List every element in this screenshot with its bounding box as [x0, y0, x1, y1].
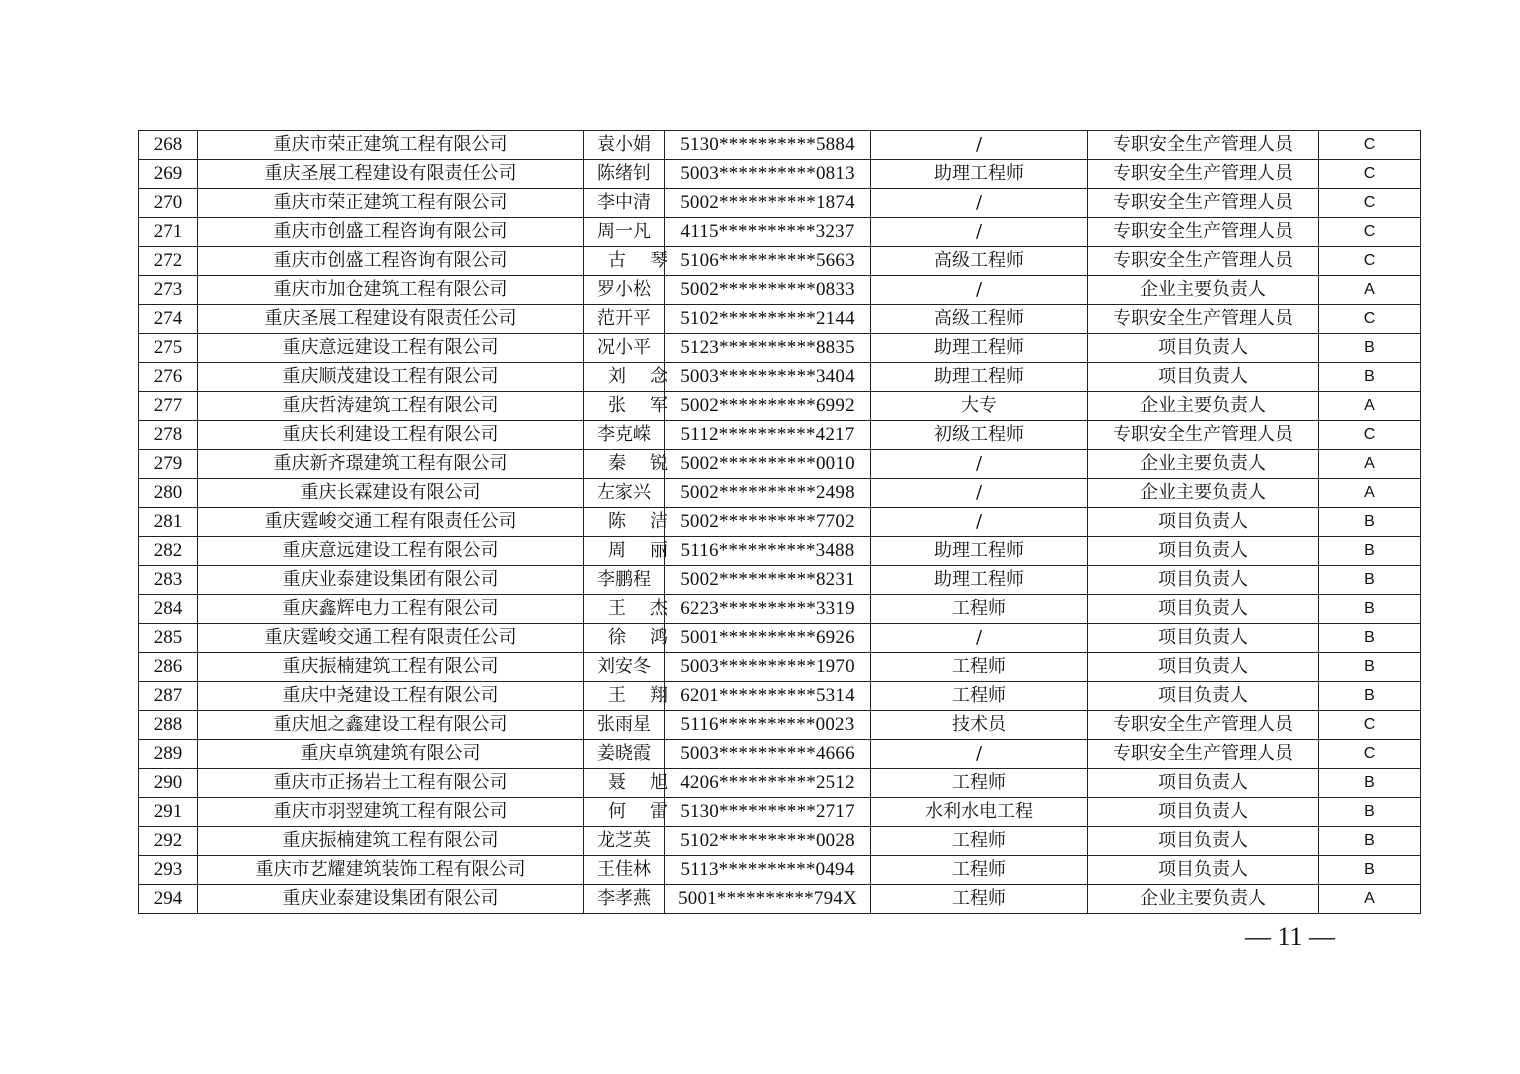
- id-number-cell: 5130**********5884: [665, 131, 871, 160]
- company-cell: 重庆圣展工程建设有限责任公司: [198, 305, 584, 334]
- professional-title-cell: /: [871, 624, 1088, 653]
- company-cell: 重庆业泰建设集团有限公司: [198, 566, 584, 595]
- role-cell: 项目负责人: [1088, 624, 1319, 653]
- grade-cell: C: [1319, 160, 1421, 189]
- professional-title-cell: /: [871, 218, 1088, 247]
- person-name-cell: 左家兴: [584, 479, 665, 508]
- role-cell: 企业主要负责人: [1088, 479, 1319, 508]
- role-cell: 项目负责人: [1088, 798, 1319, 827]
- table-body: [139, 131, 1421, 914]
- company-cell: 重庆市加仓建筑工程有限公司: [198, 276, 584, 305]
- person-name-cell: 陈绪钊: [584, 160, 665, 189]
- id-number-cell: 5102**********0028: [665, 827, 871, 856]
- professional-title-cell: /: [871, 479, 1088, 508]
- table-row: [139, 827, 1421, 856]
- role-cell: 专职安全生产管理人员: [1088, 247, 1319, 276]
- company-cell: 重庆霆峻交通工程有限责任公司: [198, 508, 584, 537]
- role-cell: 专职安全生产管理人员: [1088, 740, 1319, 769]
- professional-title-cell: 助理工程师: [871, 566, 1088, 595]
- id-number-cell: 5002**********2498: [665, 479, 871, 508]
- company-cell: 重庆旭之鑫建设工程有限公司: [198, 711, 584, 740]
- role-cell: 项目负责人: [1088, 653, 1319, 682]
- row-number-cell: 277: [139, 392, 198, 421]
- id-number-cell: 5003**********3404: [665, 363, 871, 392]
- company-cell: 重庆霆峻交通工程有限责任公司: [198, 624, 584, 653]
- grade-cell: B: [1319, 363, 1421, 392]
- company-cell: 重庆意远建设工程有限公司: [198, 537, 584, 566]
- grade-cell: B: [1319, 595, 1421, 624]
- grade-cell: B: [1319, 769, 1421, 798]
- id-number-cell: 5003**********0813: [665, 160, 871, 189]
- table-row: [139, 247, 1421, 276]
- person-name-cell: 秦锐: [584, 450, 665, 479]
- row-number-cell: 269: [139, 160, 198, 189]
- row-number-cell: 268: [139, 131, 198, 160]
- professional-title-cell: 工程师: [871, 769, 1088, 798]
- row-number-cell: 279: [139, 450, 198, 479]
- grade-cell: B: [1319, 537, 1421, 566]
- row-number-cell: 292: [139, 827, 198, 856]
- role-cell: 项目负责人: [1088, 508, 1319, 537]
- professional-title-cell: 助理工程师: [871, 363, 1088, 392]
- company-cell: 重庆鑫辉电力工程有限公司: [198, 595, 584, 624]
- professional-title-cell: 助理工程师: [871, 334, 1088, 363]
- row-number-cell: 287: [139, 682, 198, 711]
- role-cell: 项目负责人: [1088, 827, 1319, 856]
- row-number-cell: 286: [139, 653, 198, 682]
- row-number-cell: 288: [139, 711, 198, 740]
- table-row: [139, 885, 1421, 914]
- personnel-table: [138, 130, 1421, 914]
- table-row: [139, 537, 1421, 566]
- professional-title-cell: 大专: [871, 392, 1088, 421]
- professional-title-cell: 工程师: [871, 595, 1088, 624]
- person-name-cell: 刘安冬: [584, 653, 665, 682]
- professional-title-cell: 工程师: [871, 856, 1088, 885]
- company-cell: 重庆长霖建设有限公司: [198, 479, 584, 508]
- page-number: — 11 —: [1244, 922, 1336, 951]
- grade-cell: A: [1319, 479, 1421, 508]
- person-name-cell: 范开平: [584, 305, 665, 334]
- id-number-cell: 5002**********0010: [665, 450, 871, 479]
- grade-cell: B: [1319, 682, 1421, 711]
- id-number-cell: 5112**********4217: [665, 421, 871, 450]
- professional-title-cell: /: [871, 189, 1088, 218]
- person-name-cell: 聂旭: [584, 769, 665, 798]
- company-cell: 重庆市荣正建筑工程有限公司: [198, 131, 584, 160]
- person-name-cell: 何雷: [584, 798, 665, 827]
- id-number-cell: 5002**********8231: [665, 566, 871, 595]
- company-cell: 重庆市正扬岩土工程有限公司: [198, 769, 584, 798]
- company-cell: 重庆市羽翌建筑工程有限公司: [198, 798, 584, 827]
- id-number-cell: 5003**********1970: [665, 653, 871, 682]
- professional-title-cell: 工程师: [871, 653, 1088, 682]
- grade-cell: C: [1319, 711, 1421, 740]
- grade-cell: A: [1319, 276, 1421, 305]
- professional-title-cell: /: [871, 450, 1088, 479]
- table-row: [139, 711, 1421, 740]
- role-cell: 企业主要负责人: [1088, 392, 1319, 421]
- row-number-cell: 290: [139, 769, 198, 798]
- professional-title-cell: 助理工程师: [871, 160, 1088, 189]
- person-name-cell: 况小平: [584, 334, 665, 363]
- company-cell: 重庆意远建设工程有限公司: [198, 334, 584, 363]
- id-number-cell: 5116**********3488: [665, 537, 871, 566]
- grade-cell: B: [1319, 798, 1421, 827]
- person-name-cell: 李鹏程: [584, 566, 665, 595]
- person-name-cell: 罗小松: [584, 276, 665, 305]
- grade-cell: B: [1319, 334, 1421, 363]
- role-cell: 专职安全生产管理人员: [1088, 189, 1319, 218]
- role-cell: 项目负责人: [1088, 537, 1319, 566]
- role-cell: 专职安全生产管理人员: [1088, 218, 1319, 247]
- grade-cell: C: [1319, 247, 1421, 276]
- id-number-cell: 5113**********0494: [665, 856, 871, 885]
- table-row: [139, 682, 1421, 711]
- person-name-cell: 王杰: [584, 595, 665, 624]
- id-number-cell: 5001**********794X: [665, 885, 871, 914]
- row-number-cell: 276: [139, 363, 198, 392]
- person-name-cell: 袁小娟: [584, 131, 665, 160]
- company-cell: 重庆振楠建筑工程有限公司: [198, 653, 584, 682]
- grade-cell: B: [1319, 856, 1421, 885]
- person-name-cell: 李克嵘: [584, 421, 665, 450]
- role-cell: 项目负责人: [1088, 363, 1319, 392]
- id-number-cell: 5106**********5663: [665, 247, 871, 276]
- row-number-cell: 285: [139, 624, 198, 653]
- role-cell: 项目负责人: [1088, 769, 1319, 798]
- id-number-cell: 5001**********6926: [665, 624, 871, 653]
- company-cell: 重庆哲涛建筑工程有限公司: [198, 392, 584, 421]
- company-cell: 重庆长利建设工程有限公司: [198, 421, 584, 450]
- id-number-cell: 5002**********0833: [665, 276, 871, 305]
- row-number-cell: 273: [139, 276, 198, 305]
- table-row: [139, 334, 1421, 363]
- role-cell: 企业主要负责人: [1088, 276, 1319, 305]
- grade-cell: A: [1319, 885, 1421, 914]
- role-cell: 专职安全生产管理人员: [1088, 421, 1319, 450]
- company-cell: 重庆市荣正建筑工程有限公司: [198, 189, 584, 218]
- role-cell: 企业主要负责人: [1088, 450, 1319, 479]
- table-row: [139, 392, 1421, 421]
- grade-cell: B: [1319, 566, 1421, 595]
- role-cell: 项目负责人: [1088, 334, 1319, 363]
- company-cell: 重庆卓筑建筑有限公司: [198, 740, 584, 769]
- row-number-cell: 274: [139, 305, 198, 334]
- company-cell: 重庆市创盛工程咨询有限公司: [198, 218, 584, 247]
- grade-cell: C: [1319, 740, 1421, 769]
- professional-title-cell: 工程师: [871, 827, 1088, 856]
- grade-cell: C: [1319, 189, 1421, 218]
- person-name-cell: 张军: [584, 392, 665, 421]
- company-cell: 重庆振楠建筑工程有限公司: [198, 827, 584, 856]
- professional-title-cell: /: [871, 740, 1088, 769]
- table-row: [139, 421, 1421, 450]
- person-name-cell: 徐鸿: [584, 624, 665, 653]
- id-number-cell: 6223**********3319: [665, 595, 871, 624]
- professional-title-cell: 高级工程师: [871, 247, 1088, 276]
- role-cell: 项目负责人: [1088, 856, 1319, 885]
- grade-cell: C: [1319, 218, 1421, 247]
- professional-title-cell: 水利水电工程: [871, 798, 1088, 827]
- id-number-cell: 5002**********7702: [665, 508, 871, 537]
- role-cell: 项目负责人: [1088, 595, 1319, 624]
- person-name-cell: 姜晓霞: [584, 740, 665, 769]
- professional-title-cell: 助理工程师: [871, 537, 1088, 566]
- company-cell: 重庆市创盛工程咨询有限公司: [198, 247, 584, 276]
- table-row: [139, 450, 1421, 479]
- professional-title-cell: /: [871, 508, 1088, 537]
- professional-title-cell: 高级工程师: [871, 305, 1088, 334]
- company-cell: 重庆圣展工程建设有限责任公司: [198, 160, 584, 189]
- company-cell: 重庆业泰建设集团有限公司: [198, 885, 584, 914]
- id-number-cell: 5130**********2717: [665, 798, 871, 827]
- company-cell: 重庆顺茂建设工程有限公司: [198, 363, 584, 392]
- row-number-cell: 294: [139, 885, 198, 914]
- id-number-cell: 4206**********2512: [665, 769, 871, 798]
- table-row: [139, 276, 1421, 305]
- person-name-cell: 龙芝英: [584, 827, 665, 856]
- professional-title-cell: 技术员: [871, 711, 1088, 740]
- table-row: [139, 305, 1421, 334]
- role-cell: 专职安全生产管理人员: [1088, 160, 1319, 189]
- person-name-cell: 刘念: [584, 363, 665, 392]
- id-number-cell: 4115**********3237: [665, 218, 871, 247]
- row-number-cell: 283: [139, 566, 198, 595]
- row-number-cell: 293: [139, 856, 198, 885]
- row-number-cell: 270: [139, 189, 198, 218]
- row-number-cell: 275: [139, 334, 198, 363]
- table-row: [139, 740, 1421, 769]
- id-number-cell: 6201**********5314: [665, 682, 871, 711]
- table-row: [139, 624, 1421, 653]
- grade-cell: A: [1319, 450, 1421, 479]
- id-number-cell: 5123**********8835: [665, 334, 871, 363]
- professional-title-cell: /: [871, 276, 1088, 305]
- table-row: [139, 653, 1421, 682]
- company-cell: 重庆中尧建设工程有限公司: [198, 682, 584, 711]
- table-row: [139, 160, 1421, 189]
- row-number-cell: 284: [139, 595, 198, 624]
- role-cell: 专职安全生产管理人员: [1088, 305, 1319, 334]
- table-row: [139, 189, 1421, 218]
- grade-cell: C: [1319, 421, 1421, 450]
- grade-cell: C: [1319, 131, 1421, 160]
- person-name-cell: 王翔: [584, 682, 665, 711]
- row-number-cell: 282: [139, 537, 198, 566]
- professional-title-cell: /: [871, 131, 1088, 160]
- person-name-cell: 陈洁: [584, 508, 665, 537]
- person-name-cell: 王佳林: [584, 856, 665, 885]
- table-row: [139, 856, 1421, 885]
- grade-cell: B: [1319, 827, 1421, 856]
- grade-cell: B: [1319, 624, 1421, 653]
- row-number-cell: 272: [139, 247, 198, 276]
- id-number-cell: 5002**********6992: [665, 392, 871, 421]
- id-number-cell: 5102**********2144: [665, 305, 871, 334]
- table-row: [139, 566, 1421, 595]
- person-name-cell: 张雨星: [584, 711, 665, 740]
- table-row: [139, 218, 1421, 247]
- person-name-cell: 周一凡: [584, 218, 665, 247]
- table-row: [139, 595, 1421, 624]
- grade-cell: C: [1319, 305, 1421, 334]
- id-number-cell: 5116**********0023: [665, 711, 871, 740]
- table-row: [139, 363, 1421, 392]
- role-cell: 企业主要负责人: [1088, 885, 1319, 914]
- table-row: [139, 508, 1421, 537]
- row-number-cell: 291: [139, 798, 198, 827]
- role-cell: 项目负责人: [1088, 682, 1319, 711]
- row-number-cell: 271: [139, 218, 198, 247]
- id-number-cell: 5003**********4666: [665, 740, 871, 769]
- person-name-cell: 周丽: [584, 537, 665, 566]
- table-row: [139, 769, 1421, 798]
- professional-title-cell: 工程师: [871, 885, 1088, 914]
- person-name-cell: 古琴: [584, 247, 665, 276]
- id-number-cell: 5002**********1874: [665, 189, 871, 218]
- table-row: [139, 131, 1421, 160]
- grade-cell: B: [1319, 653, 1421, 682]
- company-cell: 重庆新齐璟建筑工程有限公司: [198, 450, 584, 479]
- table-row: [139, 479, 1421, 508]
- row-number-cell: 289: [139, 740, 198, 769]
- role-cell: 项目负责人: [1088, 566, 1319, 595]
- person-name-cell: 李中清: [584, 189, 665, 218]
- professional-title-cell: 工程师: [871, 682, 1088, 711]
- role-cell: 专职安全生产管理人员: [1088, 711, 1319, 740]
- grade-cell: A: [1319, 392, 1421, 421]
- row-number-cell: 278: [139, 421, 198, 450]
- company-cell: 重庆市艺耀建筑装饰工程有限公司: [198, 856, 584, 885]
- table-row: [139, 798, 1421, 827]
- person-name-cell: 李孝燕: [584, 885, 665, 914]
- role-cell: 专职安全生产管理人员: [1088, 131, 1319, 160]
- row-number-cell: 280: [139, 479, 198, 508]
- professional-title-cell: 初级工程师: [871, 421, 1088, 450]
- grade-cell: B: [1319, 508, 1421, 537]
- row-number-cell: 281: [139, 508, 198, 537]
